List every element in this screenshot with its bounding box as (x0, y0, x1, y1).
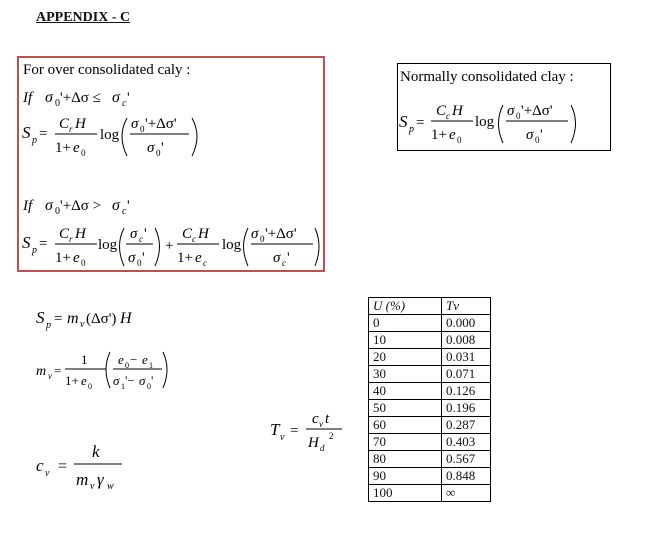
svg-text:e: e (118, 352, 124, 367)
u-cell: 70 (369, 434, 442, 451)
svg-text:0: 0 (81, 148, 86, 158)
table-row (369, 400, 491, 417)
svg-text:1: 1 (121, 382, 125, 391)
svg-text:−: − (130, 352, 138, 367)
tv-cell: 0.848 (442, 468, 491, 485)
svg-text:H: H (75, 116, 86, 132)
svg-text:v: v (90, 481, 95, 492)
svg-text:t: t (325, 411, 330, 427)
svg-text:'+Δσ': '+Δσ' (265, 226, 297, 242)
svg-text:σ: σ (131, 116, 139, 132)
svg-text:0: 0 (516, 111, 521, 121)
table-row (369, 485, 491, 502)
svg-text:C: C (436, 103, 447, 119)
svg-text:H: H (308, 435, 319, 451)
svg-text:0: 0 (125, 361, 129, 370)
u-cell: 40 (369, 383, 442, 400)
appendix-heading: APPENDIX - C (36, 10, 131, 25)
svg-text:c: c (446, 111, 450, 121)
svg-text:c: c (192, 234, 196, 244)
svg-text:C: C (59, 226, 70, 242)
svg-text:d: d (320, 443, 325, 453)
normally-consolidated-formulas (397, 63, 611, 151)
svg-text:1+: 1+ (55, 250, 71, 266)
svg-text:p: p (32, 135, 37, 146)
svg-text:=: = (290, 423, 299, 439)
tv-cell: 0.000 (442, 315, 491, 332)
svg-text:log: log (475, 114, 495, 130)
tv-cell: ∞ (442, 485, 491, 502)
svg-text:σ: σ (139, 373, 146, 388)
svg-text:σ: σ (507, 103, 515, 119)
svg-text:1+: 1+ (55, 140, 71, 156)
svg-text:v: v (80, 319, 85, 330)
svg-text:': ' (127, 198, 130, 214)
table-row (369, 451, 491, 468)
table-row (369, 366, 491, 383)
tv-cell: 0.071 (442, 366, 491, 383)
svg-text:': ' (142, 250, 145, 266)
table-row (369, 434, 491, 451)
svg-text:v: v (280, 432, 285, 443)
svg-text:=: = (39, 126, 48, 142)
svg-text:0: 0 (260, 234, 265, 244)
tv-cell: 0.031 (442, 349, 491, 366)
svg-text:': ' (127, 90, 130, 106)
svg-text:'+Δσ': '+Δσ' (521, 103, 553, 119)
tv-cell: 0.126 (442, 383, 491, 400)
svg-text:v: v (45, 468, 50, 479)
svg-text:e: e (73, 140, 80, 156)
u-cell: 20 (369, 349, 442, 366)
svg-text:0: 0 (457, 135, 462, 145)
tv-formula (268, 405, 358, 455)
table-row (369, 332, 491, 349)
table-row (369, 417, 491, 434)
svg-text:c: c (36, 456, 44, 475)
svg-text:γ: γ (97, 470, 104, 489)
svg-text:c: c (122, 98, 127, 109)
svg-text:': ' (540, 127, 543, 143)
svg-text:p: p (409, 124, 414, 135)
svg-text:H: H (75, 226, 86, 242)
svg-text:=: = (54, 311, 63, 327)
svg-text:0: 0 (156, 148, 161, 158)
u-cell: 80 (369, 451, 442, 468)
tv-cell: 0.196 (442, 400, 491, 417)
svg-text:log: log (100, 127, 120, 143)
svg-text:σ: σ (45, 197, 53, 214)
overconsolidated-title: For over consolidated caly : (23, 62, 191, 78)
svg-text:1+: 1+ (431, 127, 447, 143)
svg-text:k: k (92, 442, 100, 461)
svg-text:2: 2 (329, 431, 334, 441)
svg-text:=: = (416, 115, 425, 131)
svg-text:m: m (76, 470, 89, 489)
svg-text:e: e (81, 373, 87, 388)
svg-text:+: + (165, 238, 174, 254)
u-cell: 90 (369, 468, 442, 485)
svg-text:': ' (161, 140, 164, 156)
svg-text:p: p (32, 245, 37, 256)
svg-text:S: S (22, 233, 31, 252)
case1-formula (22, 116, 197, 158)
svg-text:p: p (46, 320, 51, 331)
tv-header: Tv (442, 298, 491, 315)
svg-text:r: r (69, 234, 73, 244)
svg-text:σ: σ (112, 197, 120, 214)
svg-text:1+: 1+ (177, 250, 193, 266)
svg-text:'+Δσ >: '+Δσ > (60, 198, 102, 214)
svg-text:': ' (151, 373, 154, 388)
svg-text:0: 0 (55, 206, 60, 217)
svg-text:log: log (98, 237, 118, 253)
u-percent-header: U (%) (369, 298, 442, 315)
svg-text:e: e (449, 127, 456, 143)
table-header-row (369, 298, 491, 315)
tv-table (368, 297, 491, 502)
svg-text:log: log (222, 237, 242, 253)
svg-text:'+Δσ': '+Δσ' (145, 116, 177, 132)
u-cell: 50 (369, 400, 442, 417)
svg-text:σ: σ (113, 373, 120, 388)
svg-text:m: m (36, 364, 47, 379)
cv-formula (36, 442, 122, 492)
svg-text:0: 0 (535, 135, 540, 145)
normally-consolidated-formula (399, 103, 576, 145)
svg-text:σ: σ (45, 89, 53, 106)
mv-formula (36, 352, 167, 391)
u-cell: 30 (369, 366, 442, 383)
u-cell: 10 (369, 332, 442, 349)
overconsolidated-formulas (17, 56, 325, 272)
svg-text:H: H (452, 103, 463, 119)
svg-text:H: H (120, 310, 132, 327)
svg-text:0: 0 (55, 98, 60, 109)
svg-text:1: 1 (81, 352, 88, 367)
svg-text:'−: '− (125, 373, 135, 388)
svg-text:e: e (195, 250, 202, 266)
svg-text:=: = (54, 363, 62, 378)
svg-text:m: m (67, 310, 79, 327)
svg-text:=: = (39, 236, 48, 252)
table-row (369, 349, 491, 366)
case2-formula (22, 226, 319, 268)
svg-text:T: T (270, 420, 280, 439)
normally-consolidated-title: Normally consolidated clay : (400, 69, 574, 85)
svg-text:c: c (282, 258, 286, 268)
case2-condition (22, 197, 130, 217)
svg-text:e: e (73, 250, 80, 266)
svg-text:0: 0 (147, 382, 151, 391)
u-cell: 0 (369, 315, 442, 332)
svg-text:σ: σ (273, 250, 281, 266)
svg-text:(Δσ'): (Δσ') (86, 311, 117, 327)
svg-text:S: S (36, 308, 45, 327)
svg-text:0: 0 (81, 258, 86, 268)
u-cell: 60 (369, 417, 442, 434)
table-row (369, 315, 491, 332)
svg-text:σ: σ (526, 127, 534, 143)
svg-text:0: 0 (140, 124, 145, 134)
svg-text:σ: σ (112, 89, 120, 106)
table-row (369, 383, 491, 400)
svg-text:C: C (59, 116, 70, 132)
svg-text:C: C (182, 226, 193, 242)
svg-text:c: c (203, 258, 207, 268)
svg-text:v: v (48, 371, 52, 381)
svg-text:=: = (58, 458, 68, 475)
svg-text:1: 1 (149, 361, 153, 370)
svg-text:'+Δσ ≤: '+Δσ ≤ (60, 90, 101, 106)
u-cell: 100 (369, 485, 442, 502)
svg-text:If: If (23, 198, 33, 214)
svg-text:H: H (198, 226, 209, 242)
svg-text:S: S (22, 123, 31, 142)
svg-text:r: r (69, 124, 73, 134)
tv-cell: 0.008 (442, 332, 491, 349)
svg-text:σ: σ (251, 226, 259, 242)
svg-text:c: c (139, 234, 143, 244)
svg-text:': ' (144, 226, 147, 242)
svg-text:e: e (142, 352, 148, 367)
svg-text:If: If (23, 90, 33, 106)
svg-text:0: 0 (88, 382, 92, 391)
table-row (369, 468, 491, 485)
consolidation-formulas (30, 295, 230, 505)
tv-cell: 0.567 (442, 451, 491, 468)
svg-text:σ: σ (128, 250, 136, 266)
svg-text:': ' (287, 250, 290, 266)
svg-text:v: v (319, 419, 323, 429)
svg-text:σ: σ (147, 140, 155, 156)
sp-mv-formula (36, 308, 133, 331)
svg-text:1+: 1+ (65, 373, 79, 388)
case1-condition (22, 89, 130, 109)
svg-text:σ: σ (130, 226, 138, 242)
tv-cell: 0.287 (442, 417, 491, 434)
svg-text:S: S (399, 112, 408, 131)
svg-text:c: c (122, 206, 127, 217)
tv-cell: 0.403 (442, 434, 491, 451)
svg-text:0: 0 (137, 258, 142, 268)
svg-text:c: c (312, 411, 319, 427)
svg-text:w: w (107, 481, 114, 492)
